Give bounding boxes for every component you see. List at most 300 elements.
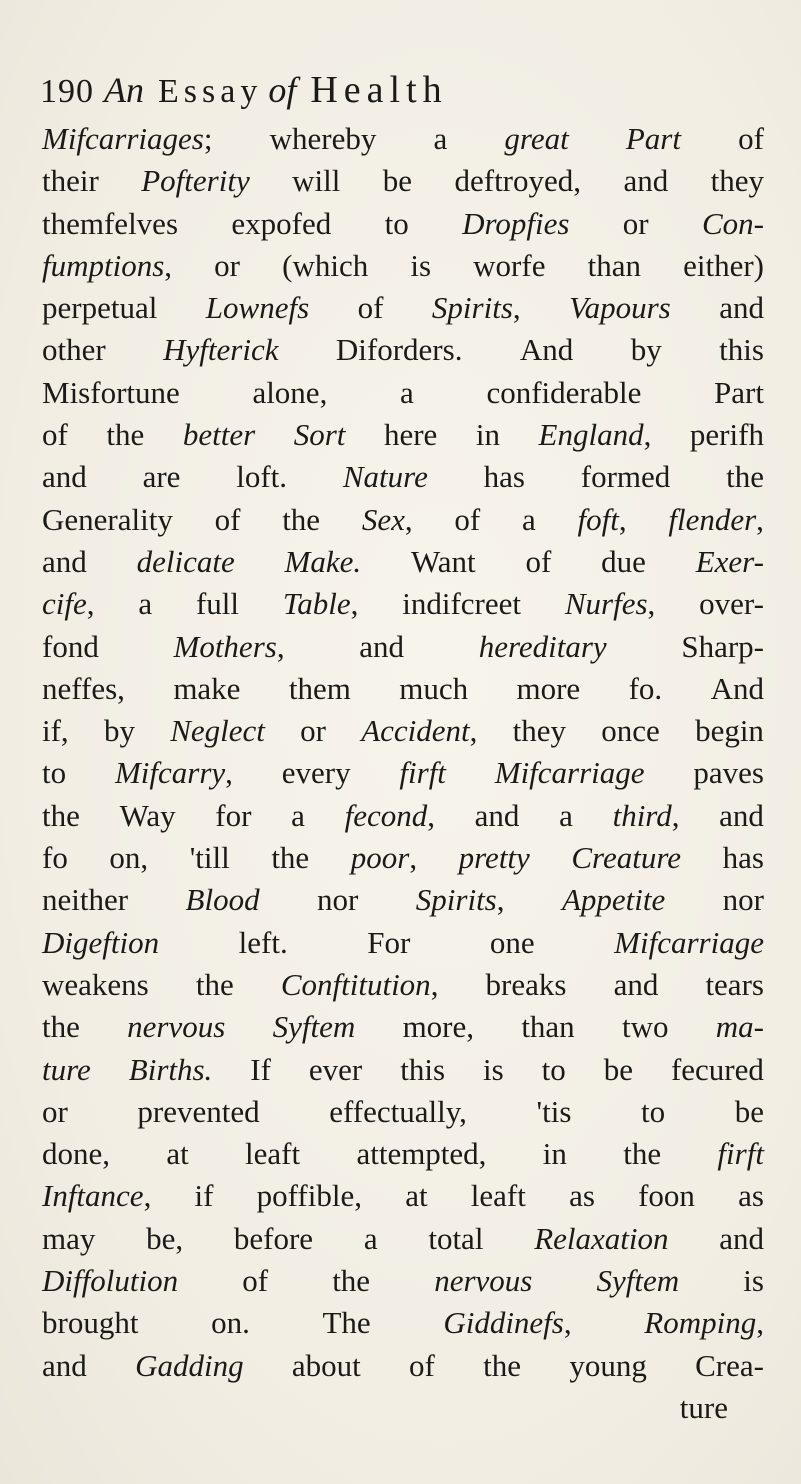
word (190, 837, 230, 879)
word-token: Table (282, 586, 351, 622)
word-token: Spirits (431, 290, 513, 326)
word (42, 1091, 68, 1133)
word-token: other (42, 332, 106, 368)
word (484, 456, 525, 498)
word-token: Diffolution (42, 1263, 179, 1299)
word-token: the (106, 417, 145, 453)
word-token: Mifcarriage (614, 924, 764, 960)
word (42, 1049, 91, 1091)
word (402, 583, 521, 625)
word-token: leaft (245, 1136, 301, 1172)
text-line (42, 456, 764, 498)
word-token: to (541, 1051, 566, 1087)
word-token: For (367, 924, 411, 960)
word (486, 964, 567, 1006)
word (629, 668, 663, 710)
word-token: the (42, 797, 80, 833)
word-token: , (512, 290, 521, 326)
word (383, 160, 412, 202)
word-token: nervous (127, 1009, 226, 1045)
word-token: worfe (473, 247, 546, 283)
word-token: Con- (701, 205, 764, 241)
word-token: at (166, 1136, 189, 1172)
word (173, 668, 240, 710)
word-token: , (225, 755, 233, 791)
word (42, 414, 68, 456)
text-line (42, 1049, 764, 1091)
word-token: Births. (128, 1051, 213, 1087)
text-line (42, 499, 764, 541)
word (42, 118, 213, 160)
running-head-an: An (104, 70, 144, 110)
word-token: ture (42, 1051, 91, 1087)
word (282, 752, 351, 794)
word (170, 710, 265, 752)
word-token: a (138, 586, 153, 622)
word-token: ma- (715, 1009, 764, 1045)
word-token: , (164, 247, 173, 283)
word (719, 287, 764, 329)
word-token: on, (109, 840, 149, 876)
word-token: the (623, 1136, 662, 1172)
word-token: by (103, 713, 135, 749)
word (42, 752, 66, 794)
word-token: poor (350, 840, 410, 876)
word (317, 879, 358, 921)
word-token: by (630, 332, 662, 368)
word (336, 329, 463, 371)
word-token: breaks (485, 966, 567, 1002)
word-token: they (512, 713, 567, 749)
word-token: be (382, 163, 413, 199)
word-token: than (521, 1009, 575, 1045)
text-line (42, 1387, 764, 1429)
word-token: , (143, 1178, 152, 1214)
word (329, 1091, 467, 1133)
word (569, 1175, 595, 1217)
word-token: or (214, 247, 240, 283)
word-token: be (603, 1051, 633, 1087)
word-token: begin (695, 713, 764, 749)
word (294, 414, 346, 456)
word (520, 329, 573, 371)
text-line (42, 1175, 764, 1217)
word-token: on. (211, 1305, 250, 1341)
word (432, 287, 521, 329)
word (738, 118, 764, 160)
word (428, 1218, 483, 1260)
word (282, 245, 368, 287)
text-line (42, 118, 764, 160)
word-token: nervous (434, 1263, 533, 1299)
word (588, 245, 641, 287)
word-token: firft (717, 1136, 764, 1172)
word (257, 1175, 362, 1217)
word-token: a (363, 1220, 378, 1256)
word-token: Crea- (695, 1347, 764, 1383)
word (671, 1049, 764, 1091)
word-token: or (622, 205, 649, 241)
word-token: is (482, 1051, 504, 1087)
word-token: , (496, 882, 505, 918)
word-token: nor (317, 882, 359, 918)
word-token: every (281, 755, 351, 791)
word-token: here (383, 417, 438, 453)
word-token: third (612, 797, 672, 833)
text-line (42, 710, 764, 752)
word (351, 837, 417, 879)
word-token: and (359, 628, 405, 664)
word (135, 1345, 244, 1387)
word (462, 203, 569, 245)
word-token: this (719, 332, 764, 368)
word (231, 203, 331, 245)
word-token: a (400, 374, 414, 410)
word (644, 1302, 764, 1344)
word-token: before (233, 1220, 314, 1256)
word-token: Giddinefs (443, 1305, 564, 1341)
word (163, 329, 278, 371)
word-token: Gadding (135, 1347, 244, 1383)
text-line (42, 329, 764, 371)
word (42, 1175, 151, 1217)
word (680, 1387, 728, 1429)
word-token: expofed (231, 205, 332, 241)
word (129, 1049, 213, 1091)
word (283, 583, 359, 625)
word-token: themfelves (42, 205, 179, 241)
text-line (42, 879, 764, 921)
word (490, 922, 535, 964)
word-token: Vapours (569, 290, 671, 326)
word-token: deftroyed, (454, 163, 582, 199)
word-token: Inftance (42, 1178, 144, 1214)
word-token: brought (42, 1305, 139, 1341)
word (289, 668, 351, 710)
word-token: And (710, 670, 764, 706)
word-token: for (215, 797, 252, 833)
word-token: better (182, 417, 256, 453)
word (42, 837, 68, 879)
word-token: of (525, 543, 552, 579)
word-token: (which (282, 247, 369, 283)
running-head (40, 68, 760, 114)
text-line (42, 1006, 764, 1048)
word-token: one (489, 924, 535, 960)
word-token: a (559, 797, 573, 833)
word-token: to (42, 755, 67, 791)
word (601, 710, 660, 752)
word-token: , (427, 797, 435, 833)
word-token: of (454, 501, 481, 537)
running-head-of: of (268, 70, 297, 110)
word (695, 1345, 764, 1387)
word (42, 456, 87, 498)
word (42, 541, 87, 583)
word-token: done, (42, 1136, 111, 1172)
word (562, 879, 665, 921)
word (578, 499, 627, 541)
word-token: the (726, 459, 764, 495)
word-token: than (587, 247, 641, 283)
word-token: is (743, 1263, 764, 1299)
word-token: if, (42, 713, 69, 749)
word-token: , (409, 840, 418, 876)
word-token: more, (402, 1009, 475, 1045)
word (559, 795, 573, 837)
word-token: Mifcarriage (494, 755, 645, 791)
word (273, 1006, 356, 1048)
text-line (42, 1218, 764, 1260)
word-token: as (738, 1178, 764, 1214)
word-token: are (142, 459, 181, 495)
word (215, 499, 241, 541)
word (109, 837, 148, 879)
word (473, 245, 545, 287)
word (475, 795, 520, 837)
text-line (42, 668, 764, 710)
text-line (42, 1260, 764, 1302)
word (42, 160, 99, 202)
word (638, 1175, 695, 1217)
word (434, 118, 448, 160)
word-token: much (399, 670, 469, 706)
word-token: If (250, 1051, 271, 1087)
word-token: Blood (185, 882, 260, 918)
word (416, 879, 505, 921)
word-token: to (641, 1093, 666, 1129)
word (120, 795, 176, 837)
word (565, 583, 655, 625)
word-token: due (601, 543, 646, 579)
word-token: the (195, 966, 234, 1002)
word-token: Part (625, 121, 681, 156)
word (106, 414, 144, 456)
word-token: of (214, 501, 241, 537)
word (495, 752, 645, 794)
word-token: or (42, 1093, 68, 1129)
text-line (42, 964, 764, 1006)
word-token: fo (42, 840, 68, 876)
word (146, 1218, 183, 1260)
word (434, 1260, 532, 1302)
word (166, 1133, 188, 1175)
word (622, 1006, 669, 1048)
word-token: the (271, 840, 310, 876)
word (356, 1133, 486, 1175)
word (400, 372, 414, 414)
word (359, 626, 404, 668)
word (479, 626, 607, 668)
word-token: , (86, 586, 95, 622)
word (483, 1049, 504, 1091)
word (250, 1049, 271, 1091)
word (236, 456, 287, 498)
word-token: young (569, 1347, 647, 1383)
word-token: , (276, 628, 285, 664)
word-token: Creature (571, 840, 682, 876)
word-token: Mothers (173, 628, 277, 664)
word (409, 1345, 435, 1387)
word-token: and (42, 1347, 87, 1383)
word-token: firft (399, 755, 446, 791)
word (42, 1345, 87, 1387)
text-line (42, 837, 764, 879)
word-token: ture (679, 1389, 728, 1425)
word (367, 922, 410, 964)
word (115, 752, 233, 794)
word (400, 1049, 445, 1091)
word-token: formed (580, 459, 671, 495)
word (454, 499, 480, 541)
word-token: Make. (284, 543, 362, 579)
word (699, 583, 764, 625)
word-token: cife (42, 586, 87, 622)
word (42, 329, 106, 371)
word-token: , (350, 586, 359, 622)
word-token: will (292, 163, 341, 199)
word-token: Accident (361, 713, 470, 749)
word-token: and (719, 1220, 764, 1256)
word (696, 541, 764, 583)
word-token: at (405, 1178, 428, 1214)
word-token: Dropfies (462, 205, 570, 241)
word (623, 1133, 661, 1175)
word-token: and (623, 163, 669, 199)
word-token: , (404, 501, 413, 537)
word-token: of (357, 290, 384, 326)
word (137, 541, 235, 583)
word (539, 414, 652, 456)
word (42, 1006, 80, 1048)
word-token: Spirits (415, 882, 497, 918)
word-token: Mifcarriages (42, 121, 204, 156)
word-token: is (410, 247, 432, 283)
word (42, 1133, 110, 1175)
word (543, 1133, 567, 1175)
page-number: 190 (40, 73, 94, 110)
word (206, 287, 309, 329)
word (454, 160, 581, 202)
word (571, 837, 681, 879)
word-token: this (400, 1051, 446, 1087)
word (702, 203, 764, 245)
word (239, 922, 288, 964)
word (705, 964, 764, 1006)
word (411, 541, 476, 583)
word (711, 160, 764, 202)
word-token: pretty (458, 840, 530, 876)
word-token: fecond (344, 797, 428, 833)
word (138, 583, 152, 625)
word (614, 922, 764, 964)
word (343, 456, 428, 498)
word-token: they (710, 163, 764, 199)
word (542, 1049, 566, 1091)
word-token: flender (668, 501, 757, 537)
word-token: of (738, 121, 764, 156)
word (361, 710, 477, 752)
body-text (42, 118, 764, 1429)
word (693, 752, 764, 794)
word-token: attempted, (356, 1136, 487, 1172)
word-token: , (430, 966, 439, 1002)
word (282, 499, 320, 541)
running-head-essay: Essay (158, 73, 263, 110)
word (711, 668, 764, 710)
word (399, 752, 446, 794)
word-token: effectually, (329, 1093, 467, 1129)
word (42, 795, 80, 837)
word-token: them (288, 670, 351, 706)
word-token: , (671, 797, 680, 833)
word (459, 837, 530, 879)
word-token: ever (308, 1051, 363, 1087)
word-token: fond (42, 628, 99, 664)
word-token: Syftem (596, 1263, 680, 1299)
word-token: Sex (361, 501, 405, 537)
word (42, 1218, 95, 1260)
word-token: Appetite (561, 882, 666, 918)
word-token: and (719, 290, 764, 326)
word (42, 203, 178, 245)
text-line (42, 583, 764, 625)
word (534, 1218, 668, 1260)
word-token: Part (714, 374, 764, 410)
word (695, 710, 764, 752)
word (597, 1260, 680, 1302)
word (504, 118, 568, 160)
word-token: prevented (137, 1093, 260, 1129)
word-token: ; (203, 121, 213, 156)
word-token: delicate (136, 543, 235, 579)
word (623, 203, 649, 245)
text-line (42, 1302, 764, 1344)
word-token: loft. (236, 459, 288, 495)
text-line (42, 752, 764, 794)
word (245, 1133, 300, 1175)
word (195, 1175, 214, 1217)
word-token: great (504, 121, 569, 156)
word (631, 329, 662, 371)
word-token: either) (683, 247, 764, 283)
text-line (42, 1345, 764, 1387)
word (42, 626, 99, 668)
word (42, 668, 125, 710)
word-token: Digeftion (42, 924, 160, 960)
word (641, 1091, 665, 1133)
word-token: fecured (670, 1051, 764, 1087)
word (614, 964, 659, 1006)
word (726, 456, 764, 498)
word (522, 499, 536, 541)
word (127, 1006, 225, 1048)
word-token: of (409, 1347, 435, 1383)
word-token: Hyfterick (163, 332, 279, 368)
text-line (42, 203, 764, 245)
word (42, 372, 180, 414)
word (141, 160, 249, 202)
word (719, 795, 764, 837)
word (719, 1218, 764, 1260)
word-token: or (300, 713, 326, 749)
word (196, 583, 239, 625)
word-token: Mifcarry (114, 755, 226, 791)
word (281, 964, 439, 1006)
word (443, 1302, 571, 1344)
word-token: and (42, 543, 87, 579)
word-token: two (621, 1009, 669, 1045)
